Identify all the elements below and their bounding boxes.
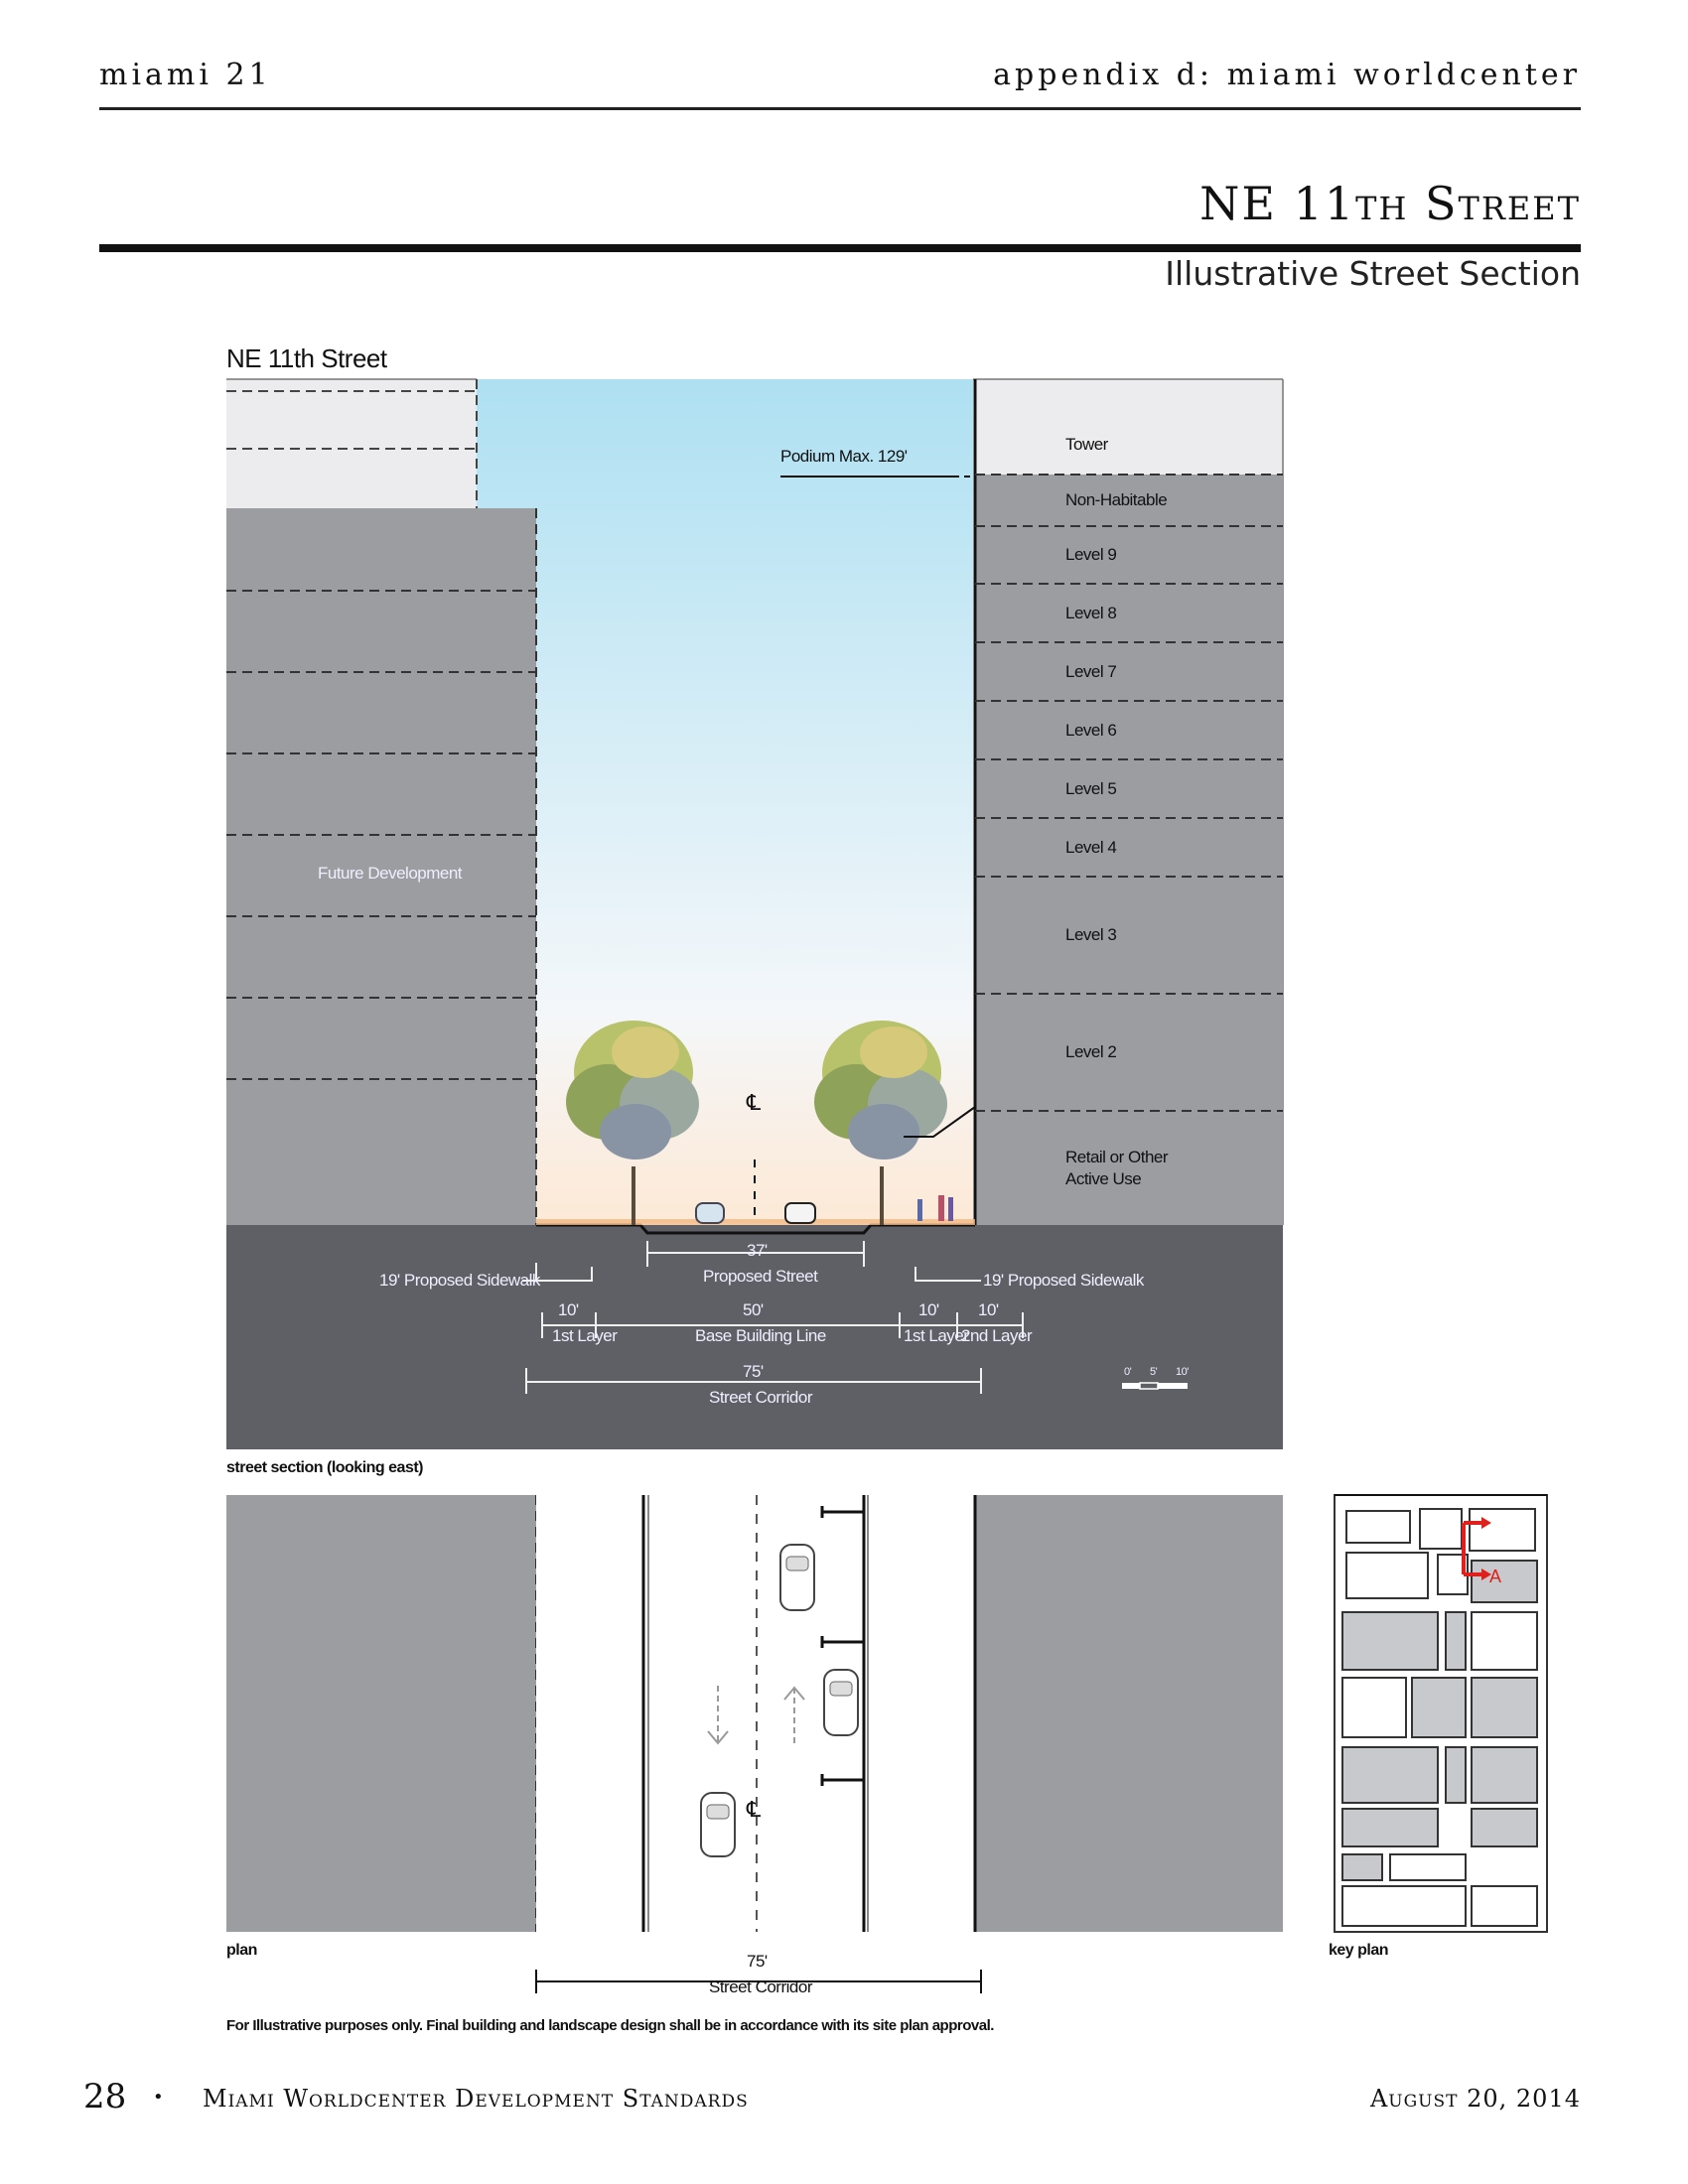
page-subtitle: Illustrative Street Section	[1165, 254, 1581, 293]
level-9: Level 9	[1065, 545, 1117, 564]
left-tower-outline	[226, 379, 477, 508]
layer1-left-label: 1st Layer	[552, 1326, 618, 1345]
right-sidewalk-label: 19' Proposed Sidewalk	[983, 1271, 1144, 1290]
street-width-dim: 37'	[747, 1241, 768, 1260]
key-plan	[1335, 1495, 1547, 1932]
key-plan-caption: key plan	[1329, 1942, 1389, 1959]
footer-publication: Miami Worldcenter Development Standards	[203, 2085, 749, 2113]
level-4: Level 4	[1065, 838, 1117, 857]
layer1-right-label: 1st Layer	[904, 1326, 969, 1345]
car-2	[785, 1203, 815, 1223]
level-8: Level 8	[1065, 604, 1117, 622]
level-5: Level 5	[1065, 779, 1117, 798]
scale-tick-5: 5'	[1150, 1366, 1158, 1378]
corridor-dim: 75'	[743, 1362, 764, 1381]
plan-centerline-symbol: ℄	[747, 1797, 761, 1822]
right-tower	[975, 379, 1283, 475]
future-development-label: Future Development	[318, 864, 463, 883]
scale-tick-0: 0'	[1124, 1366, 1132, 1378]
level-2: Level 2	[1065, 1042, 1117, 1061]
level-tower: Tower	[1065, 435, 1108, 454]
scale-bar	[1122, 1383, 1188, 1389]
plan-corridor-dim: 75'	[747, 1952, 768, 1971]
layer1-right-dim: 10'	[918, 1300, 939, 1319]
level-active-use: Active Use	[1065, 1169, 1142, 1188]
level-retail: Retail or Other	[1065, 1148, 1169, 1166]
footer-date: August 20, 2014	[1369, 2085, 1581, 2113]
section-caption: street section (looking east)	[226, 1459, 423, 1476]
podium-max-label: Podium Max. 129'	[780, 447, 908, 466]
base-label: Base Building Line	[695, 1326, 826, 1345]
left-sidewalk-label: 19' Proposed Sidewalk	[379, 1271, 540, 1290]
scale-tick-10: 10'	[1176, 1366, 1189, 1378]
header-left: miami 21	[99, 58, 272, 92]
centerline-symbol: ℄	[747, 1090, 761, 1115]
header-right: appendix d: miami worldcenter	[993, 58, 1581, 92]
right-podium	[975, 475, 1283, 1225]
base-dim: 50'	[743, 1300, 764, 1319]
level-6: Level 6	[1065, 721, 1117, 740]
plan-caption: plan	[226, 1942, 257, 1959]
street-label: Proposed Street	[703, 1267, 818, 1286]
disclaimer: For Illustrative purposes only. Final building and landscape design shall be in accordance with its site plan approval.	[226, 2017, 994, 2034]
level-7: Level 7	[1065, 662, 1117, 681]
page-number: 28	[83, 2077, 127, 2116]
page-title: NE 11th Street	[1199, 177, 1581, 230]
plan-corridor-label: Street Corridor	[709, 1978, 812, 1996]
level-non-habitable: Non-Habitable	[1065, 490, 1168, 509]
level-3: Level 3	[1065, 925, 1117, 944]
layer2-right-label: 2nd Layer	[961, 1326, 1033, 1345]
layer1-left-dim: 10'	[558, 1300, 579, 1319]
footer-bullet: •	[153, 2087, 164, 2108]
key-plan-marker-label: A	[1489, 1567, 1501, 1586]
corridor-label: Street Corridor	[709, 1388, 812, 1407]
figure-title: NE 11th Street	[226, 343, 387, 373]
layer2-right-dim: 10'	[978, 1300, 999, 1319]
plan-right-block	[975, 1495, 1283, 1932]
plan-left-block	[226, 1495, 536, 1932]
car-1	[696, 1203, 724, 1223]
